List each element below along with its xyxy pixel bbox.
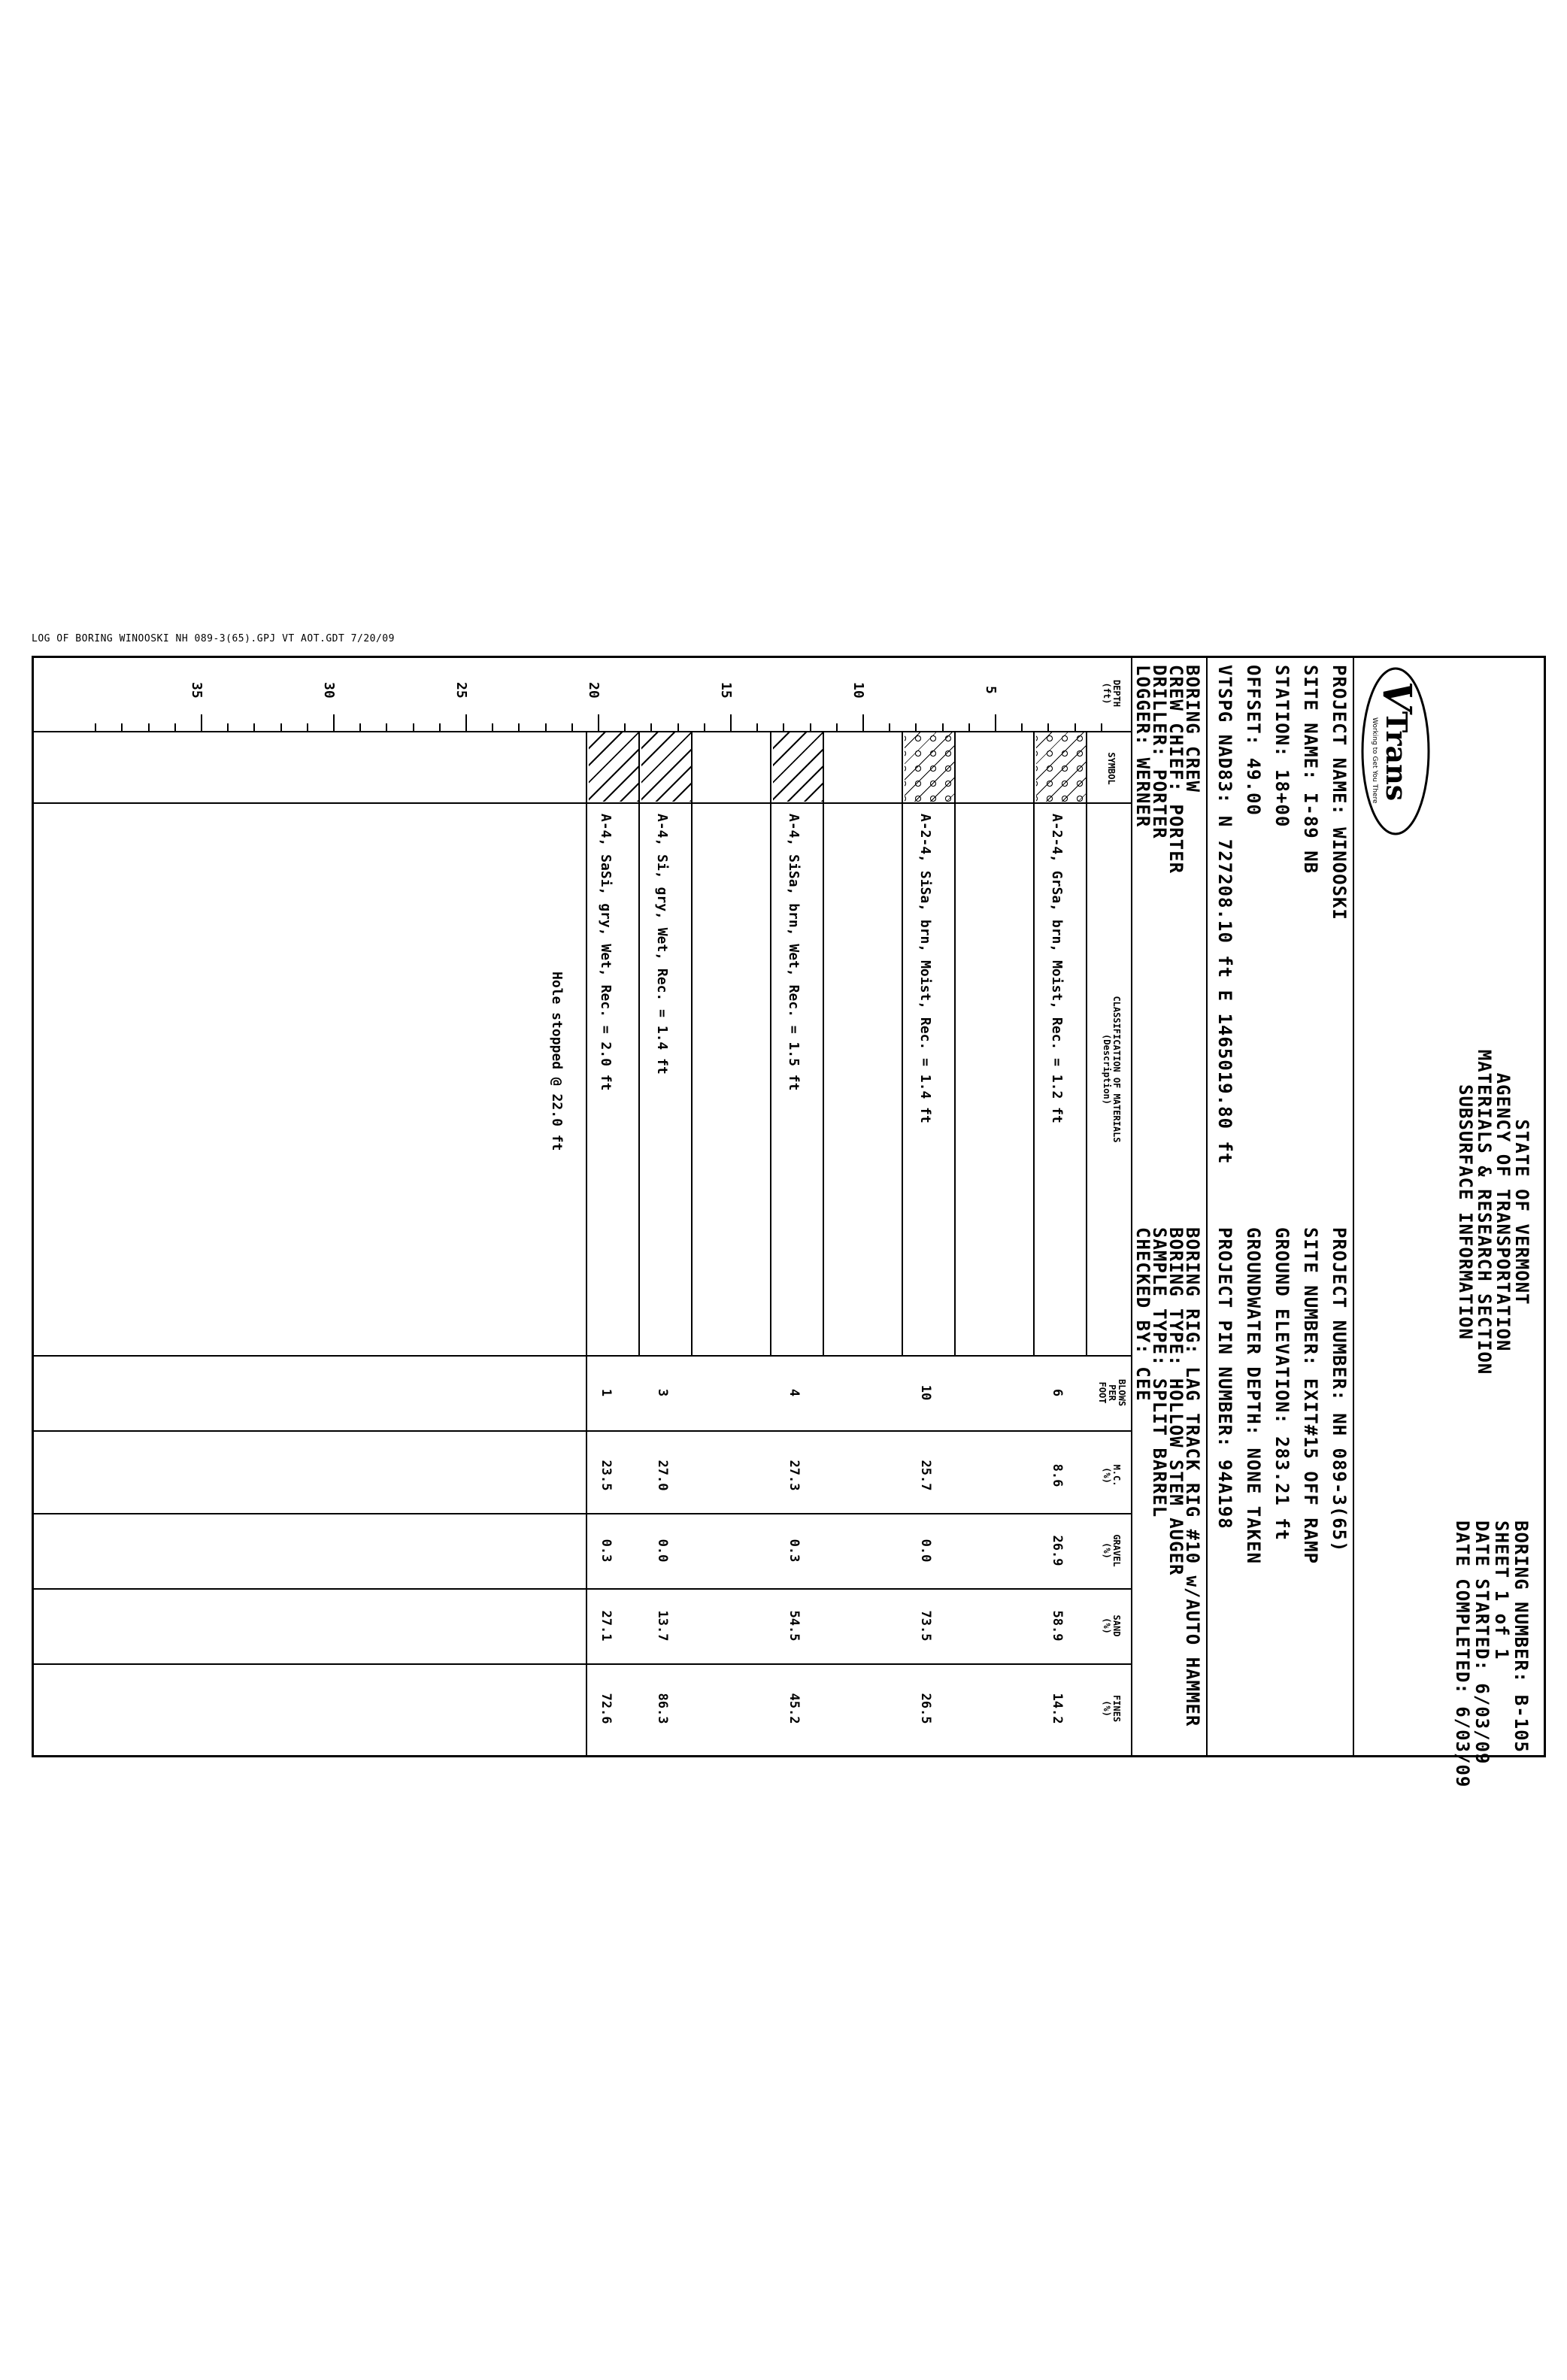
layer-description: A-2-4, SiSa, brn, Moist, Rec. = 1.4 ft	[917, 814, 933, 1123]
sand-value: 73.5	[918, 1610, 933, 1642]
header-divider-2	[1206, 656, 1208, 1757]
layer-boundary	[902, 731, 903, 1355]
layer-boundary	[638, 731, 640, 1355]
depth-label-25: 25	[453, 682, 469, 699]
blows-header-2: PER	[1107, 1384, 1117, 1401]
gravel-value: 0.0	[918, 1539, 933, 1563]
classification-header-label: CLASSIFICATION OF MATERIALS	[1111, 996, 1122, 1143]
col-divider-depth	[32, 731, 1132, 732]
layer-description: A-4, SiSa, brn, Wet, Rec. = 1.5 ft	[786, 814, 802, 1091]
blows-value: 1	[599, 1388, 614, 1397]
title-line-2: AGENCY OF TRANSPORTATION	[1493, 1072, 1514, 1352]
driller: DRILLER: PORTER	[1149, 665, 1170, 839]
depth-tick	[386, 723, 387, 731]
blows-value: 10	[918, 1384, 933, 1401]
depth-label-20: 20	[586, 682, 602, 699]
blows-header-1: BLOWS	[1117, 1378, 1127, 1407]
gravel-header	[1102, 1520, 1121, 1581]
mc-value: 23.5	[599, 1460, 614, 1491]
mc-value: 27.3	[787, 1460, 802, 1491]
date-completed: DATE COMPLETED: 6/03/09	[1452, 1520, 1473, 1788]
boring-rig: BORING RIG: LAG TRACK RIG #10 w/AUTO HAMMER	[1182, 1227, 1203, 1727]
title-line-4: SUBSURFACE INFORMATION	[1455, 1084, 1476, 1340]
file-header-line: LOG OF BORING WINOOSKI NH 089-3(65).GPJ VT AOT.GDT 7/20/09	[32, 633, 395, 644]
depth-tick	[280, 723, 282, 731]
fines-value: 26.5	[918, 1693, 933, 1724]
depth-tick	[465, 714, 467, 731]
ground-elevation: GROUND ELEVATION: 283.21 ft	[1271, 1227, 1293, 1542]
crew-chief: CREW CHIEF: PORTER	[1165, 665, 1187, 875]
depth-tick	[677, 723, 679, 731]
depth-tick	[227, 723, 229, 731]
layer-boundary	[823, 731, 824, 1355]
col-divider-symbol	[32, 802, 1132, 804]
col-divider-gravel	[32, 1588, 1132, 1590]
sand-header	[1102, 1596, 1121, 1656]
header-divider-1	[1353, 656, 1354, 1757]
svg-text:Trans: Trans	[1380, 711, 1414, 802]
sand-header-unit: (%)	[1102, 1617, 1112, 1634]
mc-header	[1102, 1445, 1121, 1505]
depth-tick	[174, 723, 176, 731]
depth-tick	[121, 723, 123, 731]
gravel-value: 0.0	[655, 1539, 670, 1563]
mc-header-unit: (%)	[1102, 1467, 1112, 1484]
depth-tick	[756, 723, 758, 731]
blows-value: 3	[655, 1388, 670, 1397]
fines-value: 45.2	[787, 1693, 802, 1724]
blows-value: 4	[787, 1388, 802, 1397]
site-name: SITE NAME: I-89 NB	[1300, 665, 1321, 875]
blows-header-3: FOOT	[1097, 1381, 1108, 1404]
depth-tick	[413, 723, 414, 731]
depth-tick	[650, 723, 652, 731]
fines-header	[1102, 1671, 1121, 1746]
depth-tick	[359, 723, 361, 731]
symbol-silty-sand	[905, 732, 954, 802]
depth-tick	[518, 723, 520, 731]
symbol-silt-sand	[773, 732, 823, 802]
classification-header	[1102, 881, 1121, 1257]
site-number: SITE NUMBER: EXIT#15 OFF RAMP	[1300, 1227, 1321, 1565]
sheet-number: SHEET 1 of 1	[1491, 1520, 1512, 1660]
depth-tick	[571, 723, 573, 731]
layer-boundary	[770, 731, 771, 1355]
station: STATION: 18+00	[1271, 665, 1293, 828]
depth-tick	[810, 723, 811, 731]
col-divider-class	[32, 1355, 1132, 1357]
depth-tick	[439, 723, 441, 731]
project-name: PROJECT NAME: WINOOSKI	[1329, 665, 1350, 920]
fines-value: 72.6	[599, 1693, 614, 1724]
sand-value: 58.9	[1050, 1610, 1065, 1642]
sample-type: SAMPLE TYPE: SPLIT BARREL	[1149, 1227, 1170, 1518]
depth-tick	[201, 714, 202, 731]
col-divider-mc	[32, 1513, 1132, 1514]
fines-value: 14.2	[1050, 1693, 1065, 1724]
layer-description: A-4, SaSi, gry, Wet, Rec. = 2.0 ft	[598, 814, 614, 1091]
depth-tick	[545, 723, 547, 731]
depth-header-label: DEPTH	[1111, 679, 1122, 708]
col-divider-blows	[32, 1430, 1132, 1432]
classification-header-sub: (Description)	[1102, 1034, 1112, 1105]
gravel-value: 0.3	[787, 1539, 802, 1563]
boring-log-sheet	[32, 656, 1546, 1788]
depth-tick	[915, 723, 917, 731]
depth-tick	[1074, 723, 1076, 731]
depth-header	[1102, 671, 1121, 716]
gravel-value: 26.9	[1050, 1535, 1065, 1566]
sand-header-label: SAND	[1111, 1614, 1122, 1637]
svg-text:Working to Get You There: Working to Get You There	[1371, 717, 1378, 804]
boring-number: BORING NUMBER: B-105	[1511, 1520, 1532, 1753]
depth-label-35: 35	[189, 682, 205, 699]
col-divider-sand	[32, 1663, 1132, 1665]
depth-tick	[624, 723, 626, 731]
groundwater-depth: GROUNDWATER DEPTH: NONE TAKEN	[1243, 1227, 1264, 1565]
layer-boundary	[954, 731, 956, 1355]
layer-boundary	[1033, 731, 1035, 1355]
mc-value: 25.7	[918, 1460, 933, 1491]
symbol-gravel-sand	[1036, 732, 1086, 802]
depth-tick	[889, 723, 890, 731]
depth-tick	[730, 714, 732, 731]
fines-header-label: FINES	[1111, 1694, 1122, 1723]
depth-tick	[1101, 723, 1102, 731]
mc-value: 8.6	[1050, 1463, 1065, 1487]
depth-tick	[1047, 723, 1049, 731]
depth-tick	[783, 723, 784, 731]
gravel-header-label: GRAVEL	[1111, 1534, 1122, 1567]
sand-value: 54.5	[787, 1610, 802, 1642]
depth-tick	[95, 723, 96, 731]
depth-tick	[492, 723, 493, 731]
project-number: PROJECT NUMBER: NH 089-3(65)	[1329, 1227, 1350, 1553]
boring-bottom-line	[586, 731, 587, 1757]
sand-value: 27.1	[599, 1610, 614, 1642]
vtspg-coordinates: VTSPG NAD83: N 727208.10 ft E 1465019.80 ft	[1214, 665, 1235, 1165]
blows-header	[1097, 1363, 1126, 1423]
fines-header-unit: (%)	[1102, 1700, 1112, 1717]
depth-tick	[704, 723, 705, 731]
depth-label-10: 10	[850, 682, 866, 699]
layer-boundary	[1086, 731, 1087, 1355]
blows-value: 6	[1050, 1388, 1065, 1397]
sand-value: 13.7	[655, 1610, 670, 1642]
depth-tick	[333, 714, 335, 731]
svg-text:V: V	[1374, 681, 1420, 712]
depth-tick	[836, 723, 838, 731]
checked-by: CHECKED BY: CEE	[1132, 1227, 1153, 1402]
depth-tick	[1021, 723, 1023, 731]
symbol-silt	[641, 732, 691, 802]
gravel-value: 0.3	[599, 1539, 614, 1563]
depth-tick	[942, 723, 944, 731]
mc-value: 27.0	[655, 1460, 670, 1491]
depth-label-15: 15	[718, 682, 734, 699]
layer-boundary	[691, 731, 693, 1355]
fines-value: 86.3	[655, 1693, 670, 1724]
vtrans-logo	[1358, 665, 1433, 838]
depth-tick	[995, 714, 996, 731]
mc-header-label: M.C.	[1111, 1464, 1122, 1487]
depth-header-unit: (ft)	[1102, 682, 1112, 705]
layer-description: A-4, Si, gry, Wet, Rec. = 1.4 ft	[654, 814, 670, 1075]
gravel-header-unit: (%)	[1102, 1542, 1112, 1559]
depth-tick	[307, 723, 308, 731]
title-line-1: STATE OF VERMONT	[1511, 1119, 1532, 1305]
logger: LOGGER: WERNER	[1132, 665, 1153, 828]
boring-crew: BORING CREW	[1182, 665, 1203, 793]
title-line-3: MATERIALS & RESEARCH SECTION	[1474, 1049, 1495, 1375]
depth-tick	[253, 723, 255, 731]
offset: OFFSET: 49.00	[1243, 665, 1264, 816]
depth-tick	[598, 714, 599, 731]
hole-stopped-note: Hole stopped @ 22.0 ft	[549, 972, 565, 1151]
depth-tick	[148, 723, 150, 731]
project-pin-number: PROJECT PIN NUMBER: 94A198	[1214, 1227, 1235, 1530]
layer-description: A-2-4, GrSa, brn, Moist, Rec. = 1.2 ft	[1049, 814, 1065, 1123]
depth-label-5: 5	[983, 686, 999, 694]
symbol-sandy-silt	[589, 732, 638, 802]
depth-tick	[968, 723, 970, 731]
depth-label-30: 30	[321, 682, 337, 699]
date-started: DATE STARTED: 6/03/09	[1472, 1520, 1493, 1765]
depth-tick	[862, 714, 864, 731]
boring-type: BORING TYPE: HOLLOW STEM AUGER	[1165, 1227, 1187, 1576]
symbol-header: SYMBOL	[1106, 752, 1117, 785]
